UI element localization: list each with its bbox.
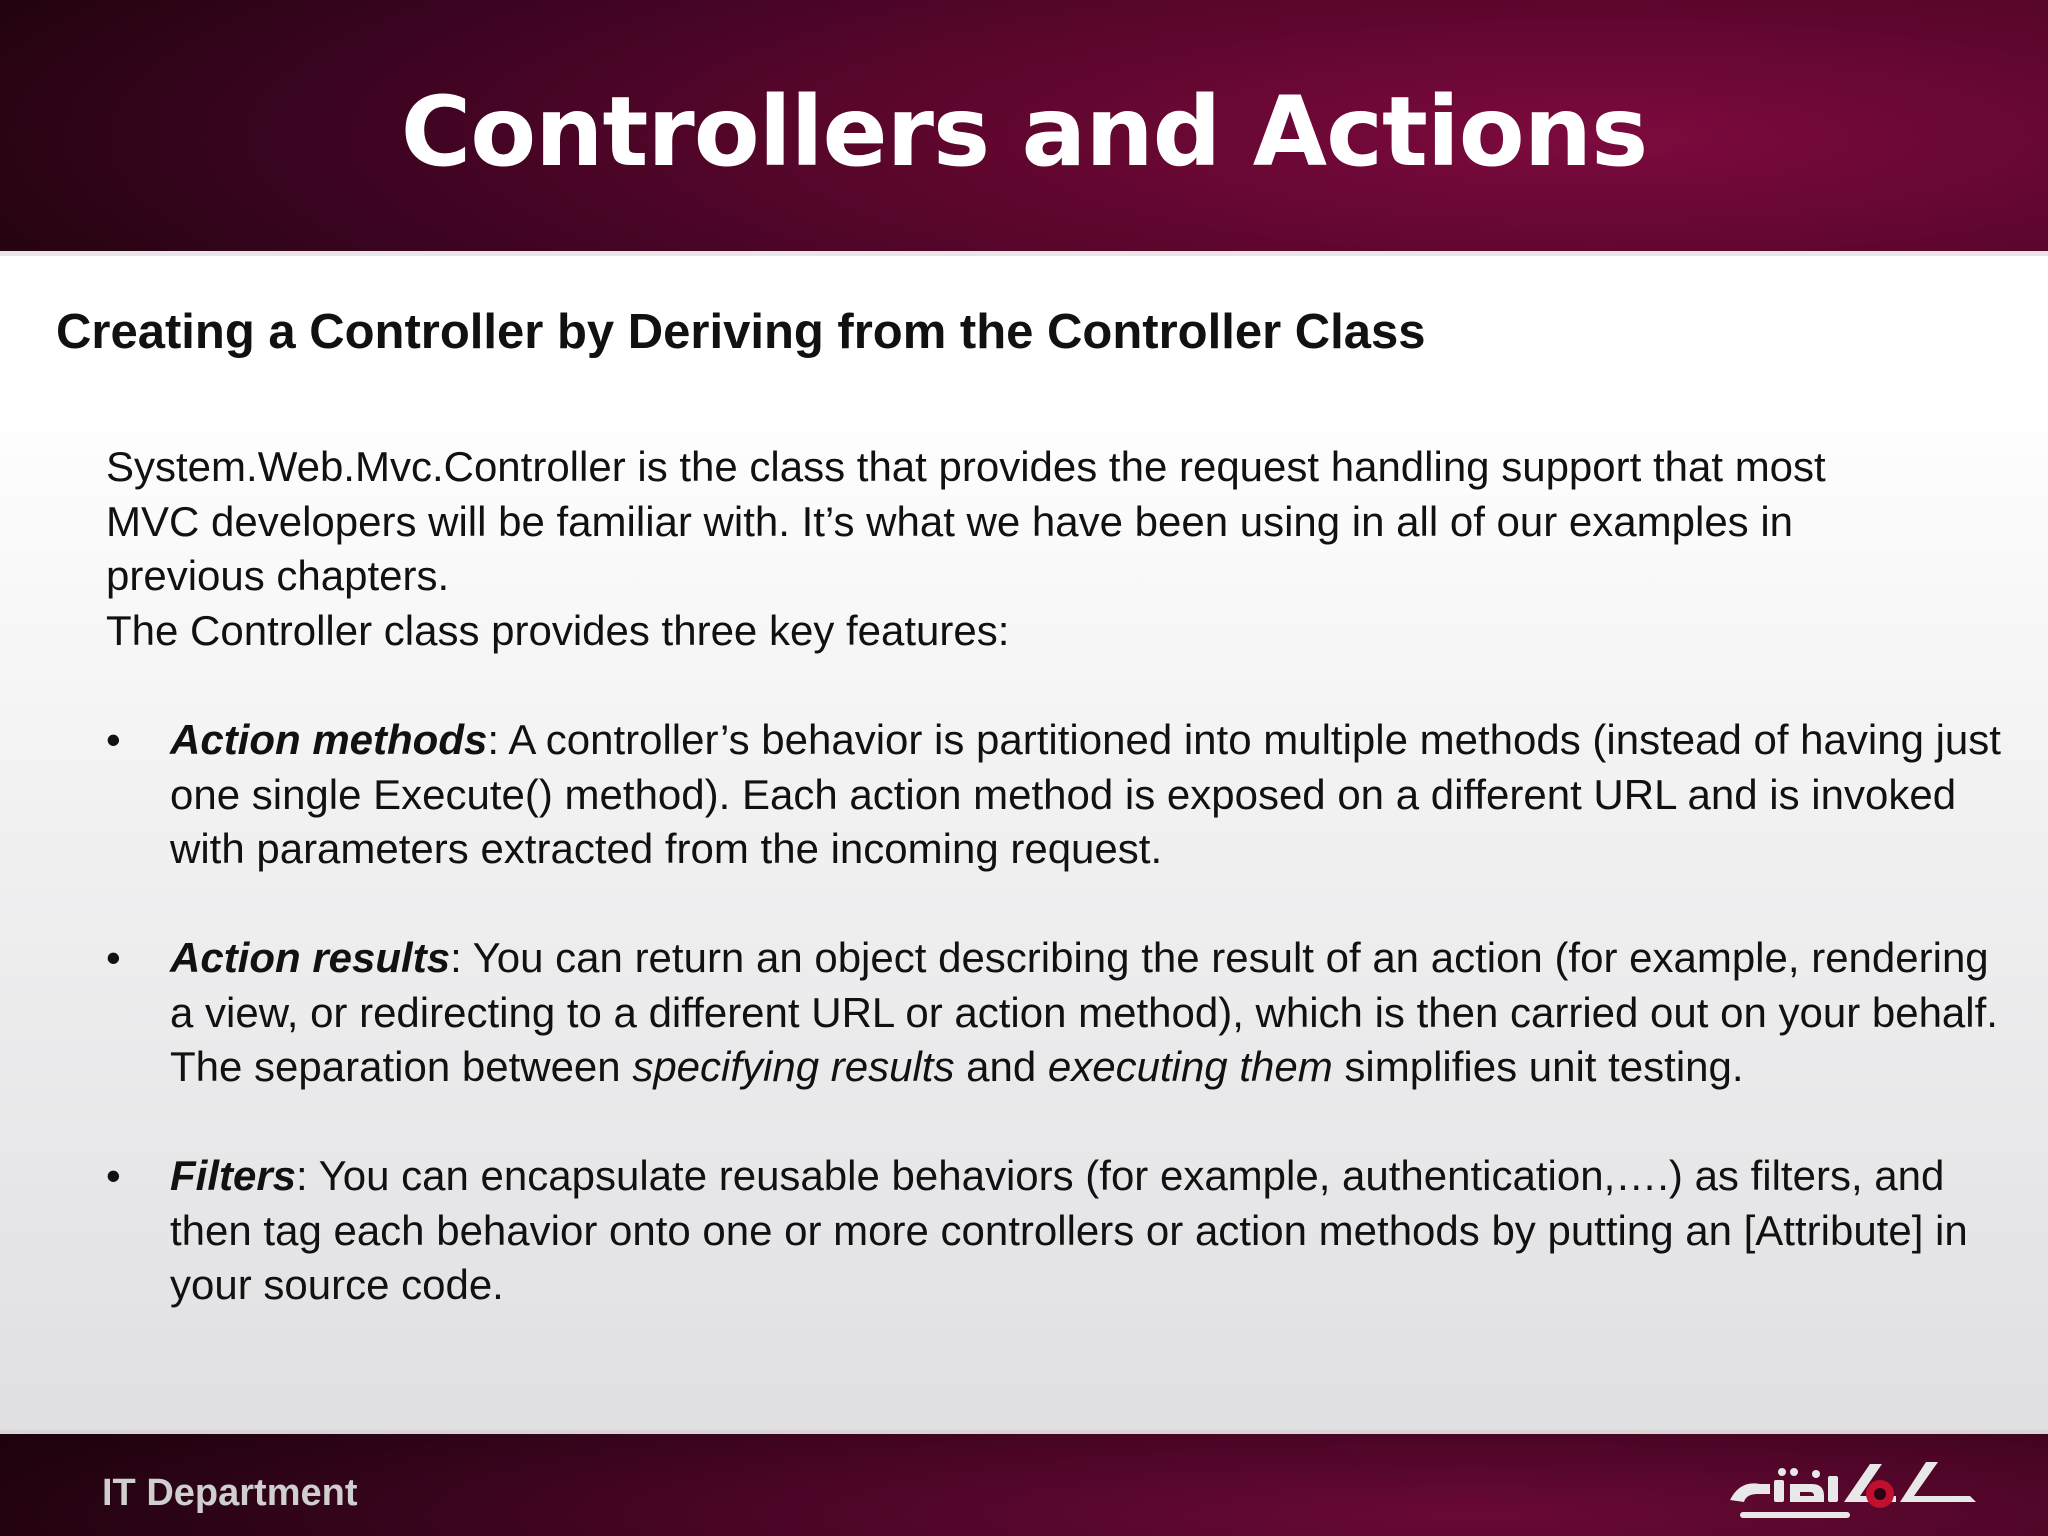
feature-item-filters [106, 1149, 2006, 1313]
company-logo-icon [1720, 1450, 1990, 1534]
feature-emphasis: specifying results [632, 1043, 955, 1090]
feature-description: : You can encapsulate reusable behaviors (for example, authentication,….) as filters, and then tag each behavior onto one or more controllers or action methods by putting an [Attribute] in your source code. [170, 1152, 1968, 1308]
bullet-icon: • [106, 934, 121, 981]
feature-description: : You can return an object describing the result of an action (for example, rendering a view, or redirecting to a different URL or action method), which is then carried out on your behalf. The separation between [170, 934, 1998, 1090]
bullet-icon: • [106, 716, 121, 763]
feature-term: Filters [170, 1152, 297, 1199]
feature-description: : A controller’s behavior is partitioned into multiple methods (instead of having just one single Execute() method). Each action method is exposed on a different URL and is invoked with parameters extracted from the incoming request. [170, 716, 2001, 872]
feature-term: Action methods [170, 716, 488, 763]
intro-line: System.Web.Mvc.Controller is the class that provides the request handling support that most [106, 443, 1826, 490]
slide-title: Controllers and Actions [400, 76, 1648, 188]
feature-item-action-methods [106, 713, 2006, 877]
intro-line: MVC developers will be familiar with. It’s what we have been using in all of our examples in [106, 497, 1794, 545]
feature-list [106, 713, 2006, 1367]
feature-term: Action results [170, 934, 451, 981]
bullet-icon: • [106, 1152, 121, 1199]
intro-paragraph [106, 440, 2006, 658]
footer-department: IT Department [102, 1472, 358, 1514]
feature-description: simplifies unit testing. [1332, 1043, 1744, 1090]
intro-line: previous chapters. [106, 552, 450, 599]
slide-subtitle: Creating a Controller by Deriving from the Controller Class [56, 305, 1426, 359]
feature-emphasis: executing them [1047, 1043, 1333, 1090]
feature-description: and [954, 1043, 1048, 1090]
intro-line: The Controller class provides three key features: [106, 606, 1010, 654]
feature-item-action-results [106, 931, 2006, 1095]
